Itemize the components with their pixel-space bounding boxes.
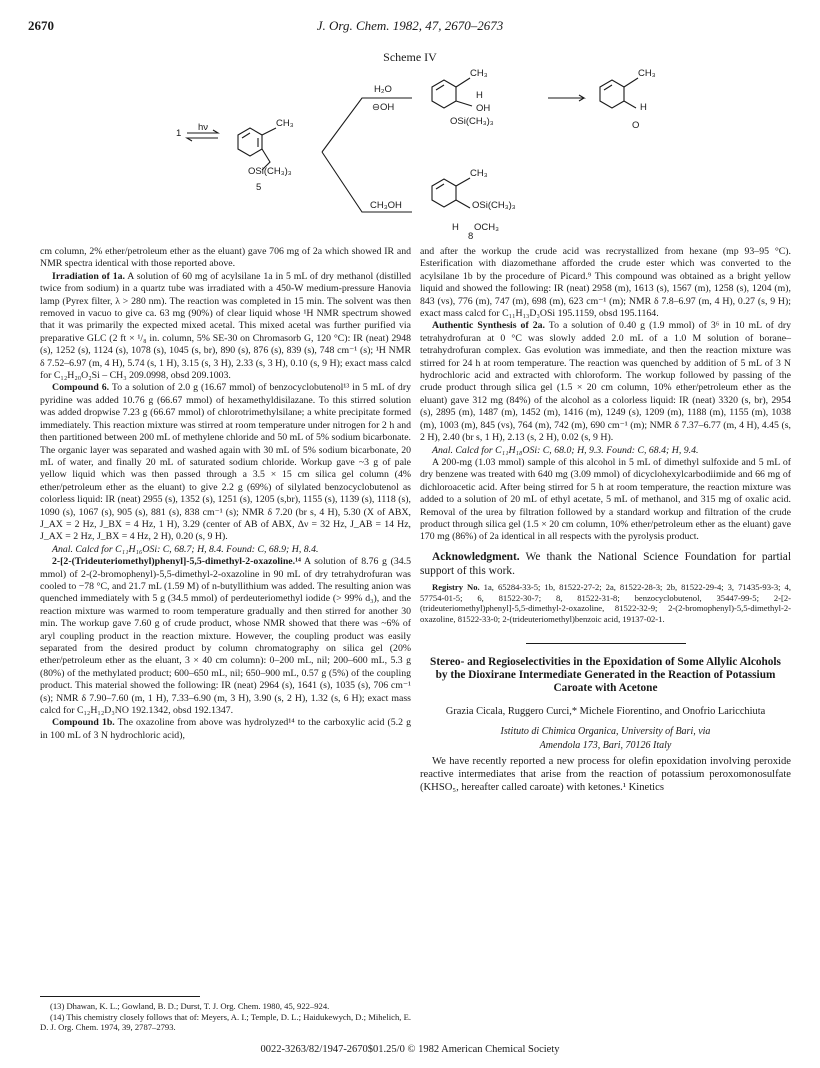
svg-text:OSi(CH₃)₃: OSi(CH₃)₃ <box>472 200 516 211</box>
paragraph-authentic-synthesis: Authentic Synthesis of 2a. To a solution of 0.40 g (1.9 mmol) of 3⁶ in 10 mL of dry tetrahydrofuran at 0 °C was slowly added 2.0 mL of a 1.0 M solution of borane–tetrahydrofuran complex. Gas evolution was immediate, and then the reaction mixture was stirred for 24 h at room temperature. The reaction was quenched by addition of 5 mL of 3 N hydrochloric acid and extracted with chloroform. The workup followed by passing of the crude product through silica gel (1.5 × 20 cm column, 10% ether/petroleum ether as the eluant) gave 312 mg (84%) of the alcohol as a colorless liquid: IR (neat) 3320 (s, br), 2954 (s), 2895 (m), 1487 (m), 1452 (m), 1416 (m), 1249 (s), 1209 (m), 1188 (m), 1155 (m), 1038 (m), 1003 (m), 845 (vs), 764 (m), 742 (m), 690 cm⁻¹ (m); NMR δ 7.37–6.77 (m, 4 H), 4.45 (s, 2 H), 2.40 (br s, 1 H), 2.13 (s, 2 H), 0.02 (s, 9 H). <box>420 320 792 444</box>
reverse-arrow <box>187 138 218 141</box>
compound-8-label: 8 <box>468 231 474 240</box>
registry-numbers: Registry No. 1a, 65284-33-5; 1b, 81522-27-2; 2a, 81522-28-3; 2b, 81522-29-4; 3, 71435-93-3; 4, 57754-01-5; 6, 81522-30-7; 8, 81522-31-8; benzocyclobutenol, 35447-99-5; 2-[2-(trideuteriomethyl)phenyl]-5,5-dimethyl-2-oxazoline, 81522-32-9; 2-(2-bromophenyl)-5,5-dimethyl-2-oxazoline, 81522-33-0; 2-(trideuteriomethyl)benzoic acid, 19137-02-1. <box>420 581 791 625</box>
reagent-h2o: H₂O <box>374 84 392 95</box>
svg-text:H: H <box>476 90 483 101</box>
branch-upper <box>322 98 412 152</box>
footnote-rule <box>40 996 200 997</box>
compound-1-label: 1 <box>176 128 182 139</box>
footnote-14: (14) This chemistry closely follows that of: Meyers, A. I.; Temple, D. L.; Haidukewych, D.; Mihelich, E. D. J. Org. Chem. 1974, 39, 2787–2793. <box>40 1011 411 1033</box>
running-header <box>28 18 792 36</box>
paragraph-irradiation: Irradiation of 1a. A solution of 60 mg of acylsilane 1a in 5 mL of dry methanol (distilled twice from sodium) in a quartz tube was irradiated with a 450-W medium-pressure Hanovia lamp (Pyrex filter, λ > 280 nm). The reaction was completed in 15 min. The solvent was then removed in vacuo to give ca. 63 mg (90%) of clear liquid whose ¹H NMR spectrum showed that it was primarily the expected mixed acetal. This mixed acetal was further purified via preparative GLC (2 ft × ¹/₈ in. column, 5% SE-30 on Chromasorb G, 120 °C): IR (neat) 2948 (s), 1252 (s), 1124 (s), 1078 (s), 1045 (s, br), 890 (s), 876 (s), 839 (s), 748 cm⁻¹ (s); ¹H NMR δ 7.52–6.97 (m, 4 H), 5.74 (s, 1 H), 3.15 (s, 3 H), 2.33 (s, 3 H), 0.10 (s, 9 H); exact mass calcd for C₁₂H₂₀O₂Si – CH₃ 209.0998, obsd 209.1003. <box>40 270 411 382</box>
paragraph: We have recently reported a new process for olefin epoxidation involving peroxide reactive intermediates that arise from the reaction of potassium peroxomonosulfate (KHSO₅, hereafter called caroate) with ketones.¹ Kinetics <box>420 755 791 793</box>
acknowledgment: Acknowledgment. We thank the National Science Foundation for partial support of this work. <box>420 550 791 577</box>
svg-text:CH₃: CH₃ <box>638 68 656 79</box>
affiliation-line-2: Amendola 173, Bari, 70126 Italy <box>539 740 672 752</box>
paragraph-oxidation: A 200-mg (1.03 mmol) sample of this alcohol in 5 mL of dimethyl sulfoxide and 5 mL of dry benzene was treated with 640 mg (3.09 mmol) of dicyclohexylcarbodiimide and 66 mg of dichloroacetic acid. After being stirred for 5 h at room temperature, the reaction mixture was added to a solution of 20 mL of ethyl acetate, 5 mL of methanol, and 315 mg of oxalic acid. Removal of the urea by filtration followed by a standard workup and filtration of the crude product through silica gel (1.5 × 20 cm column, 10% ether/petroleum ether as the eluant) gave 170 mg (86%) of 2a identical in all respects with the pyrolysis product. <box>420 456 791 543</box>
paragraph: and after the workup the crude acid was recrystallized from hexane (mp 93–95 °C). Esterification with diazomethane afforded the crude ester which was converted to the acylsilane 1b by the procedure of Picard.⁹ This compound was obtained as a bright yellow liquid and showed the following: IR (neat) 2958 (m), 1613 (s), 1567 (m), 1258 (s), 1204 (m), 843 (vs), 776 (m), 747 (m), 698 (m), 623 cm⁻¹ (m); NMR δ 7.8–6.97 (m, 4 H), 0.27 (s, 9 H); exact mass calcd for C₁₁H₁₃D₃OSi 195.1159, obsd 195.1164. <box>420 246 791 320</box>
compound-8-structure <box>432 168 516 233</box>
hv-label: hν <box>198 122 209 133</box>
page-number: 2670 <box>28 18 54 33</box>
footnotes <box>40 996 411 1033</box>
svg-text:CH₃: CH₃ <box>470 68 488 79</box>
next-article-authors: Grazia Cicala, Ruggero Curci,* Michele Fiorentino, and Onofrio Laricchiuta <box>445 705 766 717</box>
compound-5-ch3: CH₃ <box>276 118 294 129</box>
affiliation-line-1: Istituto di Chimica Organica, University of Bari, via <box>500 726 711 738</box>
paragraph: cm column, 2% ether/petroleum ether as the eluant) gave 706 mg of 2a which showed IR and NMR spectra identical with those reported above. <box>40 246 411 270</box>
svg-text:CH₃: CH₃ <box>470 168 488 179</box>
svg-text:OSi(CH₃)₃: OSi(CH₃)₃ <box>450 116 494 127</box>
footnote-13: (13) Dhawan, K. L.; Gowland, B. D.; Durst, T. J. Org. Chem. 1980, 45, 922–924. <box>50 1001 330 1011</box>
aldehyde-product-structure <box>600 68 656 131</box>
next-article-title: Stereo- and Regioselectivities in the Epoxidation of Some Allylic Alcohols by the Dioxirane Intermediate Generated in the Reaction of Potassium Caroate with Acetone <box>430 655 781 695</box>
next-article-body <box>420 755 791 795</box>
reagent-oh: ⊖OH <box>372 102 395 113</box>
right-column <box>420 246 791 1036</box>
article-separator <box>526 643 686 644</box>
reagent-ch3oh: CH₃OH <box>370 200 402 211</box>
svg-text:H: H <box>452 222 459 233</box>
svg-text:OH: OH <box>476 103 491 114</box>
compound-5-label: 5 <box>256 182 262 193</box>
compound-5-osi: OSi(CH₃)₃ <box>248 166 292 177</box>
paragraph-compound-6: Compound 6. To a solution of 2.0 g (16.67 mmol) of benzocyclobutenol¹³ in 5 mL of dry pyridine was added 10.76 g (66.67 mmol) of hexamethyldisilazane. To this stirred solution was added dropwise 7.23 g (66.67 mmol) of chlorotrimethylsilane; a white precipitate formed immediately. This reaction mixture was stirred at room temperature under nitrogen for 2 h and then partitioned between 200 mL of methylene chloride and 50 mL of 5% sodium bicarbonate. The organic layer was separated and washed again with 30 mL of 5% sodium bicarbonate, 20 mL of water, and finally 20 mL of saturated sodium chloride. Workup gave ~3 g of pale yellow liquid which was then passed through a 3.5 × 15 cm silica gel column (4% ether/petroleum ether as the eluant) to give 2.2 g (69%) of silylated benzocyclobutenol as colorless liquid: IR (neat) 2955 (s), 1352 (s), 1251 (s), 1205 (s,br), 1155 (s), 1139 (s), 1118 (s), 1090 (s), 1067 (s), 905 (s), 881 (s), 838 cm⁻¹ (s); NMR δ 7.20 (br s, 4 H), 5.30 (X of ABX, J_AX = 2 Hz, J_BX = 4 Hz, 1 H), 3.29 (center of AB of ABX, Δν = 32 Hz, J_AB = 14 Hz, J_AX = 2 Hz, J_BX = 4 Hz, 2 H), 0.20 (s, 9 H). <box>40 382 411 543</box>
upper-arrow <box>548 95 584 101</box>
svg-text:H: H <box>640 102 647 113</box>
paragraph-anal: Anal. Calcd for C₁₁H₁₈OSi: C, 68.0; H, 9.3. Found: C, 68.4; H, 9.4. <box>432 444 699 456</box>
journal-citation: J. Org. Chem. 1982, 47, 2670–2673 <box>316 18 504 33</box>
scheme-title: Scheme IV <box>383 50 437 64</box>
paragraph-anal: Anal. Calcd for C₁₁H₁₆OSi: C, 68.7; H, 8.4. Found: C, 68.9; H, 8.4. <box>52 543 319 555</box>
svg-text:O: O <box>632 120 640 131</box>
compound-5-structure <box>238 118 294 177</box>
upper-intermediate-structure <box>432 68 494 127</box>
page-footer: 0022-3263/82/1947-2670$01.25/0 © 1982 American Chemical Society <box>260 1044 560 1055</box>
left-column <box>40 246 411 1036</box>
reaction-scheme <box>0 62 820 240</box>
paragraph-compound-1b: Compound 1b. The oxazoline from above was hydrolyzed¹⁴ to the carboxylic acid (5.2 g in 100 mL of 3 N hydrochloric acid), <box>40 717 412 741</box>
svg-text:OCH₃: OCH₃ <box>474 222 499 233</box>
paragraph-oxazoline: 2-[2-(Trideuteriomethyl)phenyl]-5,5-dimethyl-2-oxazoline.¹⁴ A solution of 8.76 g (34.5 mmol) of 2-(2-bromophenyl)-5,5-dimethyl-2-oxazoline in 90 mL of dry tetrahydrofuran was cooled to −78 °C, and 21.7 mL (1.59 M) of n-butyllithium was added. The resulting anion was quenched immediately with 5 g (34.5 mmol) of perdeuteriomethyl iodide (> 99% d₃), and the reaction mixture was warmed to room temperature gradually and then stirred for another 30 min. The workup gave 7.60 g of crude product, whose NMR showed that there was ~6% of aryl coupling product in the reaction mixture. However, the coupling product was easily separated from the desired product by column chromatography on silica gel (20% ether/petroleum ether as the eluant, 3 × 40 cm column): 0–200 mL, nil; 200–600 mL, 5.3 g (80%) of the methylated product; 600–650 mL, nil; 650–900 mL, 0.57 g (5%) of the coupling product. This material showed the following: IR (neat) 2964 (s), 1641 (s), 1035 (s), 706 cm⁻¹ (s); NMR δ 7.90–7.60 (m, 1 H), 7.33–6.90 (m, 3 H), 3.90 (s, 2 H), 1.32 (s, 6 H); exact mass calcd for C₁₂H₁₂D₃NO 192.1342, obsd 192.1347. <box>40 556 411 717</box>
